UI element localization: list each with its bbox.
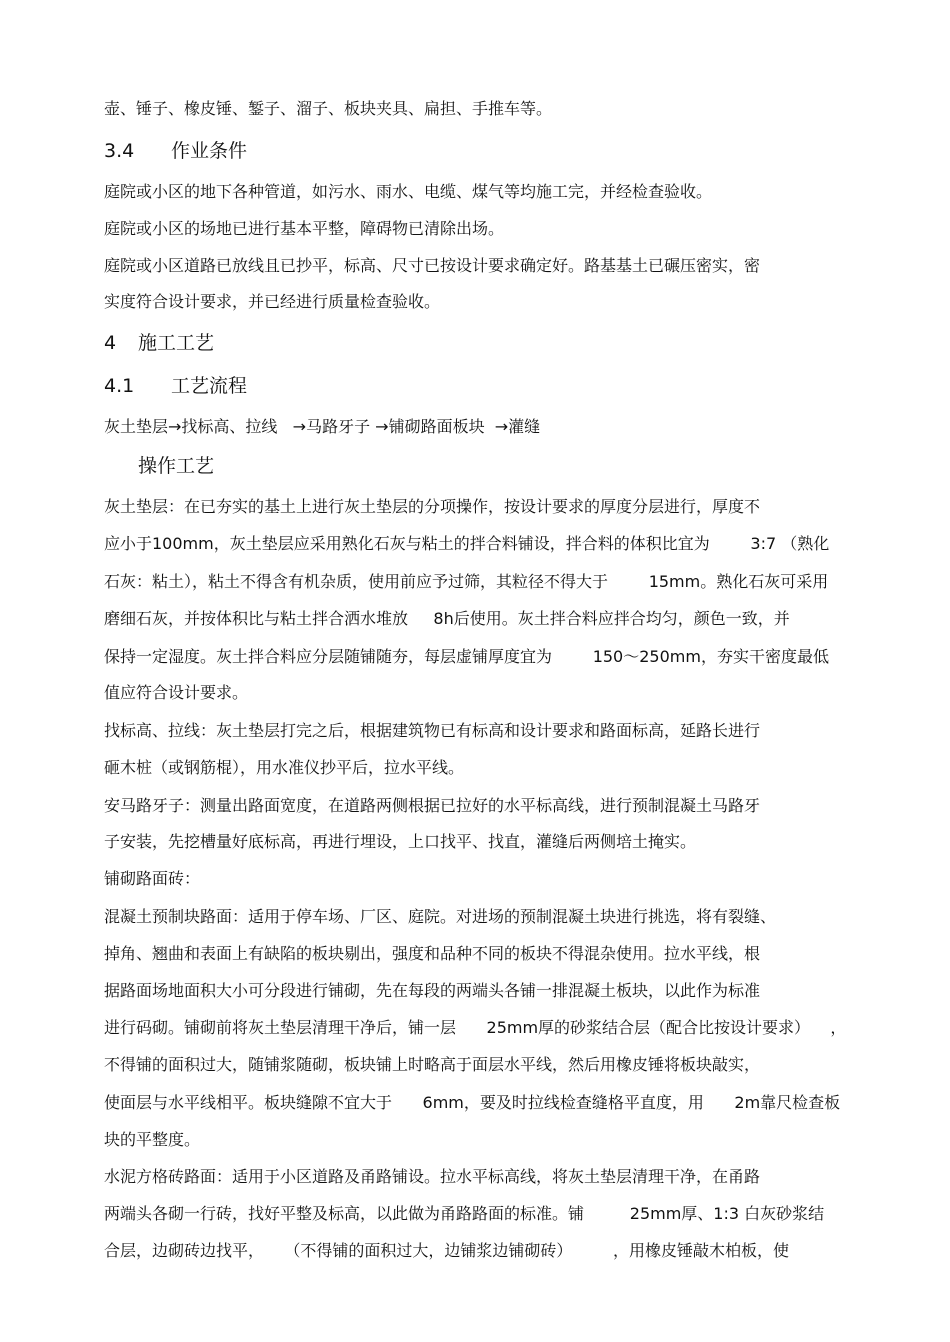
- text-line: 不得铺的面积过大，随铺浆随砌，板块铺上时略高于面层水平线，然后用橡皮锤将板块敲实，: [104, 1055, 761, 1074]
- text-line: 子安装，先挖槽量好底标高，再进行埋设，上口找平、找直，灌缝后两侧培土掩实。: [104, 832, 697, 851]
- process-flow-line: 灰土垫层→找标高、拉线 →马路牙子 →铺砌路面板块 →灌缝: [104, 417, 541, 436]
- text-line: 铺砌路面砖：: [104, 869, 201, 888]
- section-number: 3.4: [104, 140, 135, 162]
- text-line: 实度符合设计要求，并已经进行质量检查验收。: [104, 292, 441, 311]
- text-line: 安马路牙子：测量出路面宽度，在道路两侧根据已拉好的水平标高线，进行预制混凝土马路牙: [104, 796, 761, 815]
- text-line: 应小于100mm，灰土垫层应采用熟化石灰与粘土的拌合料铺设，拌合料的体积比宜为 3:7 （熟化: [104, 534, 830, 553]
- text-line: 庭院或小区的场地已进行基本平整，障碍物已清除出场。: [104, 219, 505, 238]
- text-line: 混凝土预制块路面：适用于停车场、厂区、庭院。对进场的预制混凝土块进行挑选，将有裂缝、: [104, 907, 777, 926]
- text-line: 找标高、拉线：灰土垫层打完之后，根据建筑物已有标高和设计要求和路面标高，延路长进行: [104, 721, 761, 740]
- text-line: 使面层与水平线相平。板块缝隙不宜大于 6mm，要及时拉线检查缝格平直度，用 2m靠尺检查板: [104, 1093, 841, 1112]
- text-line: 据路面场地面积大小可分段进行铺砌，先在每段的两端头各铺一排混凝土板块，以此作为标准: [104, 981, 761, 1000]
- section-heading: 操作工艺: [138, 455, 215, 477]
- text-line: 保持一定湿度。灰土拌合料应分层随铺随夯，每层虚铺厚度宜为 150～250mm，夯实干密度最低: [104, 647, 829, 666]
- text-line: 庭院或小区道路已放线且已抄平，标高、尺寸已按设计要求确定好。路基基土已碾压密实，密: [104, 256, 761, 275]
- text-line: 壶、锤子、橡皮锤、錾子、溜子、板块夹具、扁担、手推车等。: [104, 99, 553, 118]
- text-line: 磨细石灰，并按体积比与粘土拌合洒水堆放 8h后使用。灰土拌合料应拌合均匀，颜色一致，并: [104, 609, 790, 628]
- text-line: 进行码砌。铺砌前将灰土垫层清理干净后，铺一层 25mm厚的砂浆结合层（配合比按设计要求） ，: [104, 1018, 847, 1037]
- text-line: 两端头各砌一行砖，找好平整及标高，以此做为甬路路面的标准。铺 25mm厚、1:3 白灰砂浆结: [104, 1204, 825, 1223]
- text-line: 值应符合设计要求。: [104, 683, 249, 702]
- text-line: 石灰：粘土），粘土不得含有机杂质，使用前应予过筛，其粒径不得大于 15mm。熟化石灰可采用: [104, 572, 829, 591]
- text-line: 水泥方格砖路面：适用于小区道路及甬路铺设。拉水平标高线，将灰土垫层清理干净，在甬路: [104, 1167, 761, 1186]
- text-line: 砸木桩（或钢筋棍），用水准仪抄平后，拉水平线。: [104, 758, 465, 777]
- text-line: 掉角、翘曲和表面上有缺陷的板块剔出，强度和品种不同的板块不得混杂使用。拉水平线，根: [104, 944, 761, 963]
- section-number: 4.1: [104, 375, 135, 397]
- text-line: 庭院或小区的地下各种管道，如污水、雨水、电缆、煤气等均施工完，并经检查验收。: [104, 182, 713, 201]
- text-line: 块的平整度。: [104, 1130, 201, 1149]
- section-heading: 工艺流程: [171, 375, 248, 397]
- text-line: 灰土垫层：在已夯实的基土上进行灰土垫层的分项操作，按设计要求的厚度分层进行，厚度不: [104, 497, 761, 516]
- section-number: 4: [104, 332, 117, 354]
- section-heading: 施工工艺: [138, 332, 215, 354]
- text-line: 合层，边砌砖边找平， （不得铺的面积过大，边铺浆边铺砌砖） ，用橡皮锤敲木柏板，使: [104, 1241, 790, 1260]
- section-heading: 作业条件: [171, 140, 248, 162]
